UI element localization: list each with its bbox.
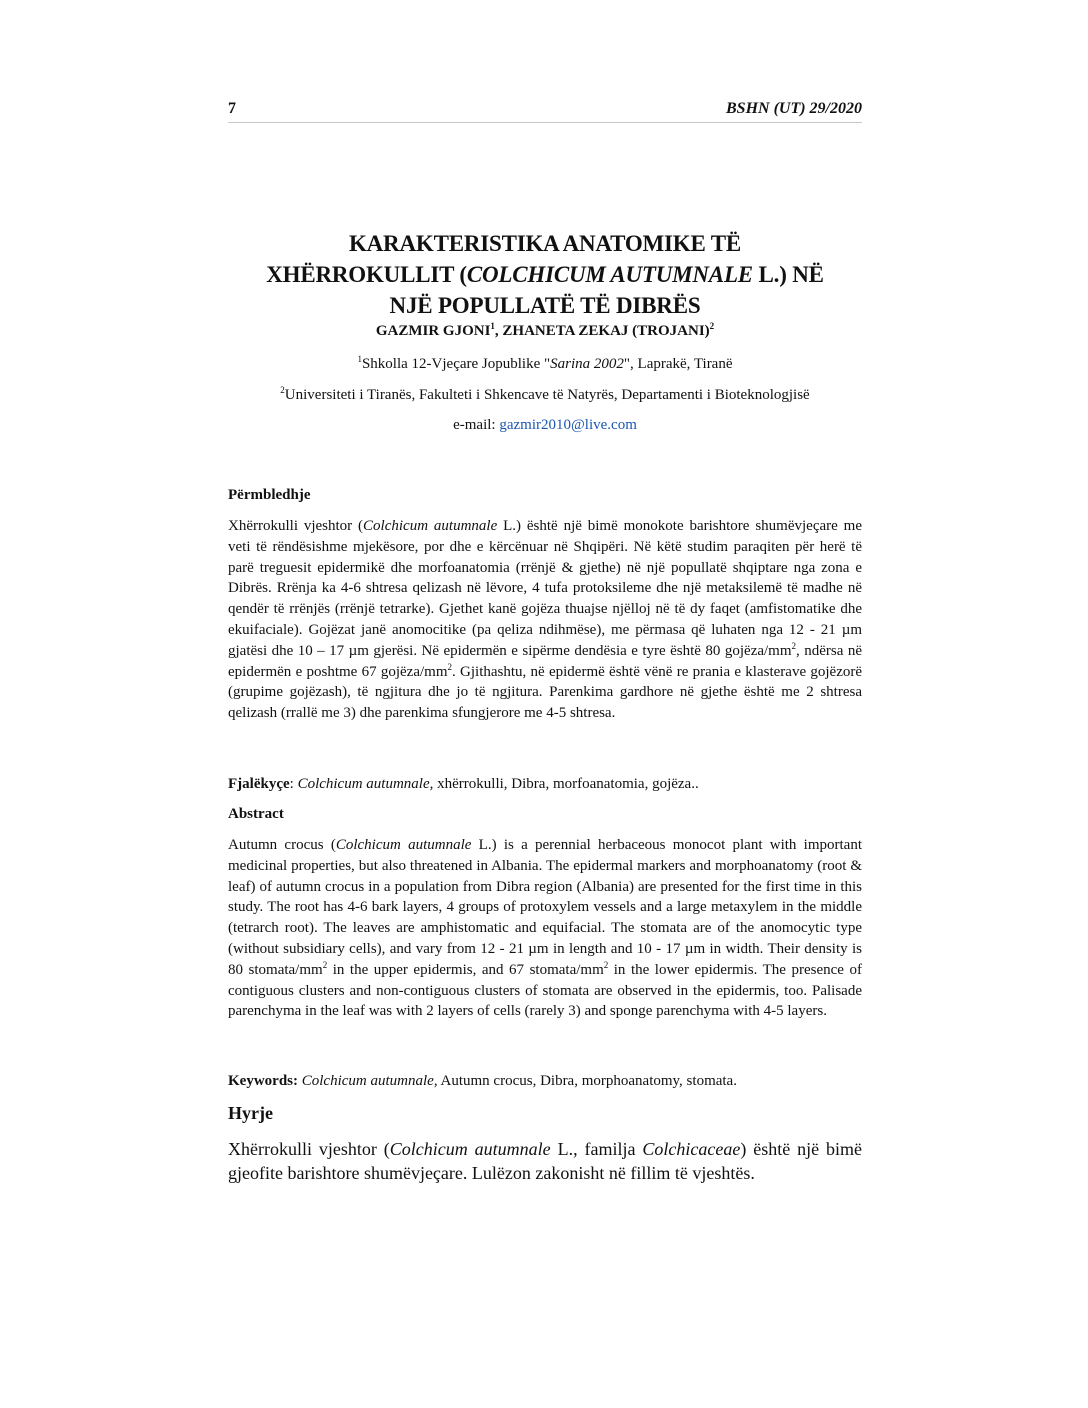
- email-link[interactable]: gazmir2010@live.com: [499, 417, 637, 433]
- heading-permbledhje: Përmbledhje: [228, 487, 311, 503]
- title-line-2: XHËRROKULLIT (COLCHICUM AUTUMNALE L.) NË: [266, 262, 824, 287]
- author-2: ZHANETA ZEKAJ (TROJANI): [502, 323, 710, 339]
- affiliation-1: $^1$Shkolla 12-Vjeçare Jopublike "Sarina 2002", Laprakë, Tiranë: [357, 354, 733, 372]
- affiliation-2: $^2$Universiteti i Tiranës, Fakulteti i Shkencave të Natyrës, Departamenti i Bioteknologjisë: [280, 385, 810, 403]
- authors: GAZMIR GJONI$^1$, ZHANETA ZEKAJ (TROJANI)$^2$: [375, 321, 715, 339]
- page-number: 7: [228, 100, 236, 117]
- title-line-1: KARAKTERISTIKA ANATOMIKE TË: [348, 231, 742, 256]
- heading-hyrje: Hyrje: [228, 1103, 273, 1123]
- english-keywords: Keywords: Colchicum autumnale, Autumn crocus, Dibra, morphoanatomy, stomata.: [228, 1073, 737, 1089]
- author-1: GAZMIR GJONI: [375, 323, 491, 339]
- contact-email: e-mail: gazmir2010@live.com: [453, 417, 637, 433]
- paper-title: [228, 228, 862, 321]
- running-header: [228, 100, 862, 123]
- albanian-keywords: Fjalëkyçe: Colchicum autumnale, xhërrokulli, Dibra, morfoanatomia, gojëza..: [228, 776, 699, 792]
- albanian-summary: Xhërrokulli vjeshtor (Colchicum autumnale L.) është një bimë monokote barishtore shumëvjeçare me veti të rëndësishme mjekësore, por dhe e kërcënuar në Shqipëri. Në këtë studim paraqiten për herë të parë treguesit epidermikë dhe morfoanatomia (rrënjë & gjethe) në një popullatë shqiptare nga zona e Dibrës. Rrënja ka 4-6 shtresa qelizash në lëvore, 4 tufa protoksileme dhe një metaksilemë të madhe në qendër të rrënjës (rrënjë tetrarke). Gjethet kanë gojëza thuajse njëlloj në të dy faqet (amfistomatike dhe ekuifaciale). Gojëzat janë anomocitike (pa qeliza ndihmëse), me përmasa që luhaten nga 12 - 21 µm gjatësi dhe 10 – 17 µm gjerësi. Në epidermën e sipërme dendësia e tyre është 80 gojëza/$mm^2$, ndërsa në epidermën e poshtme 67 gojëza/$mm^2$. Gjithashtu, në epidermë është vënë re prania e klasterave gojëzorë (grupime gojëzash), të ngjitura dhe jo të ngjitura. Parenkima gardhore në gjethe është me 2 shtresa qelizash (rrallë me 3) dhe parenkima sfungjerore me 4-5 shtresa.: [228, 518, 862, 722]
- journal-reference: BSHN (UT) 29/2020: [726, 100, 862, 117]
- heading-abstract: Abstract: [228, 806, 284, 822]
- introduction-paragraph: Xhërrokulli vjeshtor (Colchicum autumnale L., familja Colchicaceae) është një bimë gjeofite barishtore shumëvjeçare. Lulëzon zakonisht në fillim të vjeshtës.: [228, 1139, 862, 1183]
- english-abstract: Autumn crocus (Colchicum autumnale L.) is a perennial herbaceous monocot plant with important medicinal properties, but also threatened in Albania. The epidermal markers and morphoanatomy (root & leaf) of autumn crocus in a population from Dibra region (Albania) are presented for the first time in this study. The root has 4-6 bark layers, 4 groups of protoxylem vessels and a large metaxylem in the middle (tetrarch root). The leaves are amphistomatic and equifacial. The stomata are of the anomocytic type (without subsidiary cells), and vary from 12 - 21 µm in length and 10 - 17 µm in width. Their density is 80 stomata/$mm^2$ in the upper epidermis, and 67 stomata/$mm^2$ in the lower epidermis. The presence of contiguous clusters and non-contiguous clusters of stomata are observed in the epidermis, too. Palisade parenchyma in the leaf was with 2 layers of cells (rarely 3) and sponge parenchyma with 4-5 layers.: [228, 837, 863, 1020]
- title-line-3: NJË POPULLATË TË DIBRËS: [389, 293, 701, 318]
